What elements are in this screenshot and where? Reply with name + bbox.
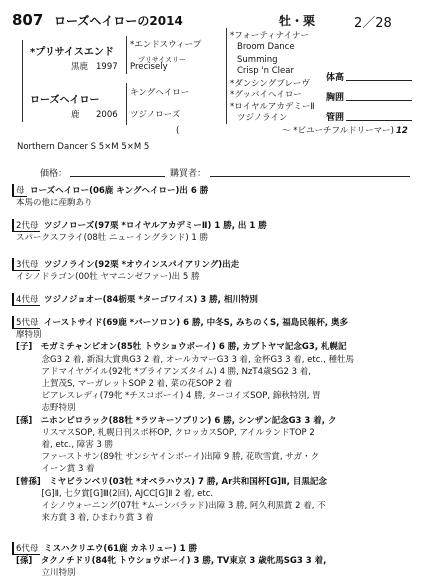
sire-color: 黒鹿	[71, 62, 89, 72]
section-line: 念G3 2 着, 新潟大賞典G3 2 着, オールカマーG3 3 着, 金杯G3 3 着, etc., 種牡馬	[16, 354, 355, 365]
cannon-label: 管囲	[326, 113, 345, 123]
dam-dam: ツジノローズ	[130, 110, 181, 120]
section-line: 本馬の他に産駒あり	[16, 198, 93, 209]
section-line: ローズヘイロー(06鹿 キングヘイロー)出 6 勝	[30, 186, 209, 196]
buyer-label: 購買者：	[170, 169, 207, 179]
section-line: [G]Ⅱ, 七夕賞[G]Ⅲ(2回), AJCC[G]Ⅱ 2 着, etc.	[16, 488, 214, 499]
section-line: 来方賞 3 着, ひまわり賞 3 着	[16, 513, 154, 524]
section-line: ファーストサン(89牡 サンシヤインボーイ)出障 9 勝, 花吹雪賞, サガ・ク	[16, 452, 320, 463]
sdd: Crisp 'n Clear	[237, 66, 294, 76]
section-tag: 6代母	[12, 542, 40, 555]
section-line: ツジノローズ(97栗 *ロイヤルアカデミーⅡ) 1 勝, 出 1 勝	[44, 221, 267, 231]
section-line: アドマイヤゲイル(92牝 *ブライアンズタイム) 4 勝, NzT4歳SG2 3 着,	[16, 366, 311, 377]
dam-year: 2006	[96, 110, 118, 120]
inbreed: Northern Dancer S 5×M 5×M 5	[17, 142, 150, 152]
section-line: リスマスSOP, 札幌日刊スポ杯OP, クロッカスSOP, アイルランドTOP 2	[16, 427, 315, 438]
sire-sire: *エンドスウィープ	[130, 40, 202, 50]
birth-date: 2／28	[354, 16, 392, 31]
dsd: *グッバイヘイロー	[230, 90, 302, 100]
dds: *ロイヤルアカデミーⅡ	[230, 102, 315, 112]
horse-name: ローズヘイローの2014	[54, 14, 183, 28]
section-line: [孫] ニホンピロラック(88牡 *ラツキーソブリン) 6 勝, シンザン記念G3 3 着, ク	[16, 415, 337, 426]
section-line: イシノウォーニング(07牡 *ムーンバラッド)出障 3 勝, 阿久利黒賞 2 着, 不	[16, 501, 326, 511]
sire-dam-kana: プリサイスリー	[138, 56, 187, 64]
dam-color: 鹿	[71, 110, 80, 120]
section-line: ツジノライン(92栗 *オウインスパイアリング)出走	[44, 260, 240, 270]
section-line: 着, etc., 障害 3 勝	[16, 440, 114, 450]
sds: Summing	[237, 55, 278, 65]
section-line: [子] モガミチャンピオン(85牡 トウショウボーイ) 6 勝, カブトヤマ記念G3, 札幌記	[16, 342, 347, 353]
ddd: ツジノライン	[237, 113, 288, 123]
section-line: 摩特別	[16, 330, 42, 341]
height-label: 体高	[326, 73, 345, 83]
dam-sire: キングヘイロー	[130, 88, 190, 98]
section-line: イーン賞 3 着	[16, 464, 95, 475]
ddd-num: 12	[396, 126, 408, 136]
section-line: 志野特別	[16, 403, 76, 414]
section-line: スパークスフライ(08牡 ニューイングランド) 1 勝	[16, 233, 208, 244]
section-line: 立川特別	[16, 568, 76, 579]
section-tag: 5代母	[12, 316, 40, 329]
paren-open: (	[176, 126, 180, 136]
section-tag: 4代母	[12, 293, 40, 306]
section-tag: 3代母	[12, 258, 40, 271]
section-tag: 2代母	[12, 219, 40, 232]
section-line: ピアレスレディ(79牝 *チスコボーイ) 4 勝, ターコイズSOP, 錦秋特別, 胃	[16, 391, 321, 402]
price-label: 価格：	[40, 169, 68, 179]
dam-name: ローズヘイロー	[30, 95, 100, 106]
ddd-sub: 〜 *ビユーチフルドリーマー)	[282, 126, 394, 136]
lot-number: 807	[12, 11, 44, 29]
section-line: 上賀茂S, マーガレットSOP 2 着, 菜の花SOP 2 着	[16, 379, 233, 389]
sire-year: 1997	[96, 62, 118, 72]
ssd: Broom Dance	[237, 42, 295, 52]
section-tag: 母	[12, 184, 27, 197]
chest-label: 胸囲	[326, 93, 345, 103]
section-line: ツジノジョオー(84栃栗 *ターゴワイス) 3 勝, 相川特別	[44, 295, 258, 305]
section-line: ミスハクリエウ(61鹿 カネリュー) 1 勝	[44, 544, 197, 554]
section-line: イーストサイド(69鹿 *パーソロン) 6 勝, 中冬S, みちのくS, 福島民報杯, 奥多	[44, 318, 348, 328]
section-line: [曾孫] ミヤビランベリ(03牡 *オペラハウス) 7 勝, Ar共和国杯[G]Ⅱ, 目黒記念	[16, 476, 327, 487]
sire-dam: Precisely	[130, 62, 168, 72]
sss: *フォーティナイナー	[230, 31, 310, 41]
section-line: イシノドラゴン(00牡 ヤマニンゼファー)出 5 勝	[16, 272, 200, 283]
sex-color: 牡・栗	[279, 14, 316, 28]
sire-name: *プリサイスエンド	[30, 47, 114, 58]
section-line: [孫] タクノチドリ(84牝 トウショウボーイ) 3 勝, TV東京 3 歳牝馬SG3 3 着,	[16, 556, 327, 567]
dss: *ダンシングブレーヴ	[230, 79, 310, 89]
